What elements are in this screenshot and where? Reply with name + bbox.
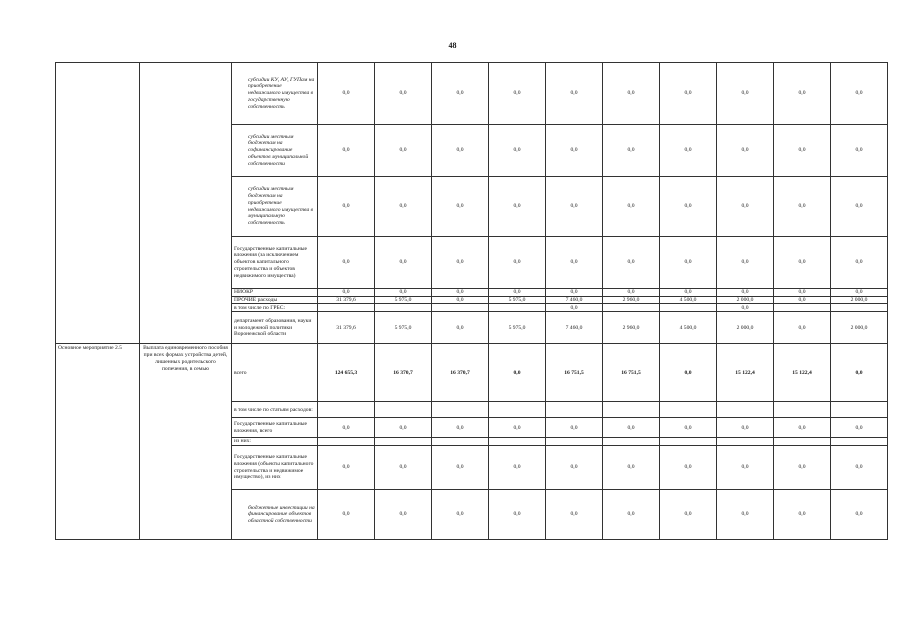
value-cell: 0,0 xyxy=(831,237,888,289)
value-cell: 2 000,0 xyxy=(831,312,888,344)
value-cell: 5 975,0 xyxy=(375,312,432,344)
value-cell xyxy=(831,304,888,312)
value-cell xyxy=(660,402,717,418)
event-name: Основное мероприятие 2.5 xyxy=(56,344,140,540)
value-cell xyxy=(603,402,660,418)
value-cell: 0,0 xyxy=(774,312,831,344)
value-cell: 4 500,0 xyxy=(660,312,717,344)
value-cell: 0,0 xyxy=(432,177,489,237)
page-number: 48 xyxy=(448,41,457,50)
value-cell: 0,0 xyxy=(774,418,831,438)
value-cell: 0,0 xyxy=(489,490,546,540)
value-cell: 0,0 xyxy=(660,237,717,289)
value-cell: 2 000,0 xyxy=(717,312,774,344)
value-cell: 0,0 xyxy=(717,237,774,289)
row-label: департамент образования, науки и молодежной политики Воронежской области xyxy=(232,312,318,344)
row-label: Государственные капитальные вложения (объекты капитального строительства и недвижимое имущество), из них xyxy=(232,446,318,490)
value-cell xyxy=(432,402,489,418)
value-cell: 0,0 xyxy=(603,446,660,490)
value-cell: 0,0 xyxy=(717,446,774,490)
value-cell: 0,0 xyxy=(489,446,546,490)
value-cell: 0,0 xyxy=(546,446,603,490)
value-cell: 0,0 xyxy=(660,490,717,540)
value-cell xyxy=(489,402,546,418)
budget-table xyxy=(55,62,888,540)
value-cell xyxy=(717,438,774,446)
value-cell: 7 460,0 xyxy=(546,312,603,344)
value-cell: 0,0 xyxy=(603,418,660,438)
value-cell: 0,0 xyxy=(603,177,660,237)
row-label: в том числе по ГРБС: xyxy=(232,304,318,312)
value-cell: 0,0 xyxy=(717,304,774,312)
row-label: НИОКР xyxy=(232,289,318,297)
value-cell: 0,0 xyxy=(432,418,489,438)
value-cell: 0,0 xyxy=(717,63,774,125)
value-cell: 0,0 xyxy=(774,125,831,177)
value-cell: 2 960,0 xyxy=(603,312,660,344)
value-cell: 0,0 xyxy=(603,237,660,289)
value-cell: 0,0 xyxy=(432,446,489,490)
value-cell: 0,0 xyxy=(375,237,432,289)
value-cell xyxy=(717,402,774,418)
value-cell: 0,0 xyxy=(375,446,432,490)
value-cell: 0,0 xyxy=(489,177,546,237)
value-cell: 0,0 xyxy=(831,177,888,237)
value-cell: 0,0 xyxy=(774,296,831,304)
value-cell: 0,0 xyxy=(603,63,660,125)
value-cell: 0,0 xyxy=(774,490,831,540)
value-cell: 0,0 xyxy=(318,418,375,438)
value-cell: 16 370,7 xyxy=(375,344,432,402)
value-cell xyxy=(375,402,432,418)
value-cell xyxy=(546,438,603,446)
row-label: бюджетные инвестиции на финансирование объектов областной собственности xyxy=(232,490,318,540)
value-cell xyxy=(375,438,432,446)
value-cell: 0,0 xyxy=(831,344,888,402)
value-cell: 0,0 xyxy=(432,312,489,344)
value-cell: 16 751,5 xyxy=(546,344,603,402)
row-label: Государственные капитальные вложения, всего xyxy=(232,418,318,438)
value-cell: 0,0 xyxy=(546,177,603,237)
value-cell: 0,0 xyxy=(489,418,546,438)
value-cell: 15 122,4 xyxy=(717,344,774,402)
value-cell: 2 000,0 xyxy=(831,296,888,304)
value-cell: 5 975,0 xyxy=(375,296,432,304)
value-cell xyxy=(318,438,375,446)
value-cell xyxy=(432,438,489,446)
value-cell xyxy=(546,402,603,418)
value-cell: 0,0 xyxy=(432,63,489,125)
value-cell: 124 655,3 xyxy=(318,344,375,402)
value-cell: 0,0 xyxy=(546,237,603,289)
value-cell: 0,0 xyxy=(318,490,375,540)
value-cell: 0,0 xyxy=(717,289,774,297)
value-cell: 0,0 xyxy=(831,289,888,297)
value-cell: 0,0 xyxy=(375,177,432,237)
value-cell: 31 379,6 xyxy=(318,296,375,304)
value-cell: 5 975,0 xyxy=(489,312,546,344)
row-label: всего xyxy=(232,344,318,402)
value-cell xyxy=(774,304,831,312)
value-cell: 0,0 xyxy=(717,490,774,540)
value-cell xyxy=(603,304,660,312)
value-cell: 0,0 xyxy=(375,63,432,125)
value-cell: 0,0 xyxy=(375,490,432,540)
value-cell: 0,0 xyxy=(603,125,660,177)
value-cell: 0,0 xyxy=(318,177,375,237)
value-cell: 0,0 xyxy=(546,289,603,297)
value-cell: 0,0 xyxy=(660,344,717,402)
value-cell: 0,0 xyxy=(774,289,831,297)
value-cell: 0,0 xyxy=(318,446,375,490)
value-cell xyxy=(489,438,546,446)
value-cell: 0,0 xyxy=(660,125,717,177)
value-cell: 4 500,0 xyxy=(660,296,717,304)
row-label: субсидии местным бюджетам на софинансирование объектов муниципальной собственности xyxy=(232,125,318,177)
value-cell xyxy=(831,402,888,418)
value-cell: 0,0 xyxy=(375,289,432,297)
value-cell: 0,0 xyxy=(432,125,489,177)
prev-description-cell xyxy=(140,63,232,344)
value-cell: 0,0 xyxy=(774,63,831,125)
value-cell xyxy=(831,438,888,446)
value-cell: 2 000,0 xyxy=(717,296,774,304)
row-label: Государственные капитальные вложения (за исключением объектов капитального строительства и объектов недвижимого имущества) xyxy=(232,237,318,289)
value-cell: 0,0 xyxy=(489,344,546,402)
value-cell xyxy=(375,304,432,312)
table-row xyxy=(56,63,888,125)
value-cell: 0,0 xyxy=(660,63,717,125)
value-cell: 0,0 xyxy=(546,125,603,177)
value-cell: 5 975,0 xyxy=(489,296,546,304)
value-cell: 0,0 xyxy=(831,125,888,177)
value-cell: 0,0 xyxy=(831,490,888,540)
value-cell: 0,0 xyxy=(489,289,546,297)
value-cell: 0,0 xyxy=(546,63,603,125)
value-cell: 0,0 xyxy=(717,125,774,177)
value-cell xyxy=(432,304,489,312)
event-description: Выплата единовременного пособия при всех формах устройства детей, лишенных родительского попечения, в семью xyxy=(140,344,232,540)
value-cell: 0,0 xyxy=(432,296,489,304)
value-cell: 16 751,5 xyxy=(603,344,660,402)
value-cell: 0,0 xyxy=(489,63,546,125)
value-cell: 0,0 xyxy=(318,125,375,177)
value-cell xyxy=(660,304,717,312)
value-cell: 0,0 xyxy=(318,63,375,125)
value-cell xyxy=(489,304,546,312)
value-cell xyxy=(774,438,831,446)
value-cell: 0,0 xyxy=(660,418,717,438)
value-cell: 0,0 xyxy=(831,63,888,125)
value-cell: 0,0 xyxy=(318,237,375,289)
value-cell: 2 960,0 xyxy=(603,296,660,304)
prev-event-cell xyxy=(56,63,140,344)
value-cell: 0,0 xyxy=(375,125,432,177)
value-cell: 0,0 xyxy=(546,418,603,438)
row-label: субсидии местным бюджетам на приобретение недвижимого имущества в муниципальную собственность xyxy=(232,177,318,237)
value-cell: 0,0 xyxy=(831,446,888,490)
row-label: субсидии КУ, АУ, ГУПам на приобретение недвижимого имущества в государственную собственность xyxy=(232,63,318,125)
value-cell: 15 122,4 xyxy=(774,344,831,402)
value-cell: 31 379,6 xyxy=(318,312,375,344)
value-cell: 0,0 xyxy=(831,418,888,438)
row-label: ПРОЧИЕ расходы xyxy=(232,296,318,304)
value-cell: 0,0 xyxy=(432,490,489,540)
value-cell xyxy=(774,402,831,418)
value-cell: 0,0 xyxy=(375,418,432,438)
value-cell: 0,0 xyxy=(489,125,546,177)
value-cell xyxy=(660,438,717,446)
table-row xyxy=(56,344,888,402)
value-cell: 0,0 xyxy=(717,177,774,237)
value-cell: 0,0 xyxy=(603,289,660,297)
value-cell: 0,0 xyxy=(717,418,774,438)
value-cell: 0,0 xyxy=(489,237,546,289)
value-cell: 0,0 xyxy=(660,446,717,490)
value-cell: 0,0 xyxy=(546,490,603,540)
row-label: в том числе по статьям расходов: xyxy=(232,402,318,418)
value-cell: 0,0 xyxy=(432,289,489,297)
value-cell xyxy=(318,304,375,312)
value-cell: 16 370,7 xyxy=(432,344,489,402)
value-cell: 0,0 xyxy=(603,490,660,540)
value-cell: 0,0 xyxy=(774,446,831,490)
value-cell: 0,0 xyxy=(660,289,717,297)
value-cell: 0,0 xyxy=(546,304,603,312)
value-cell: 0,0 xyxy=(774,177,831,237)
value-cell: 7 460,0 xyxy=(546,296,603,304)
value-cell: 0,0 xyxy=(774,237,831,289)
value-cell: 0,0 xyxy=(318,289,375,297)
value-cell xyxy=(318,402,375,418)
value-cell: 0,0 xyxy=(660,177,717,237)
value-cell: 0,0 xyxy=(432,237,489,289)
value-cell xyxy=(603,438,660,446)
row-label: из них: xyxy=(232,438,318,446)
